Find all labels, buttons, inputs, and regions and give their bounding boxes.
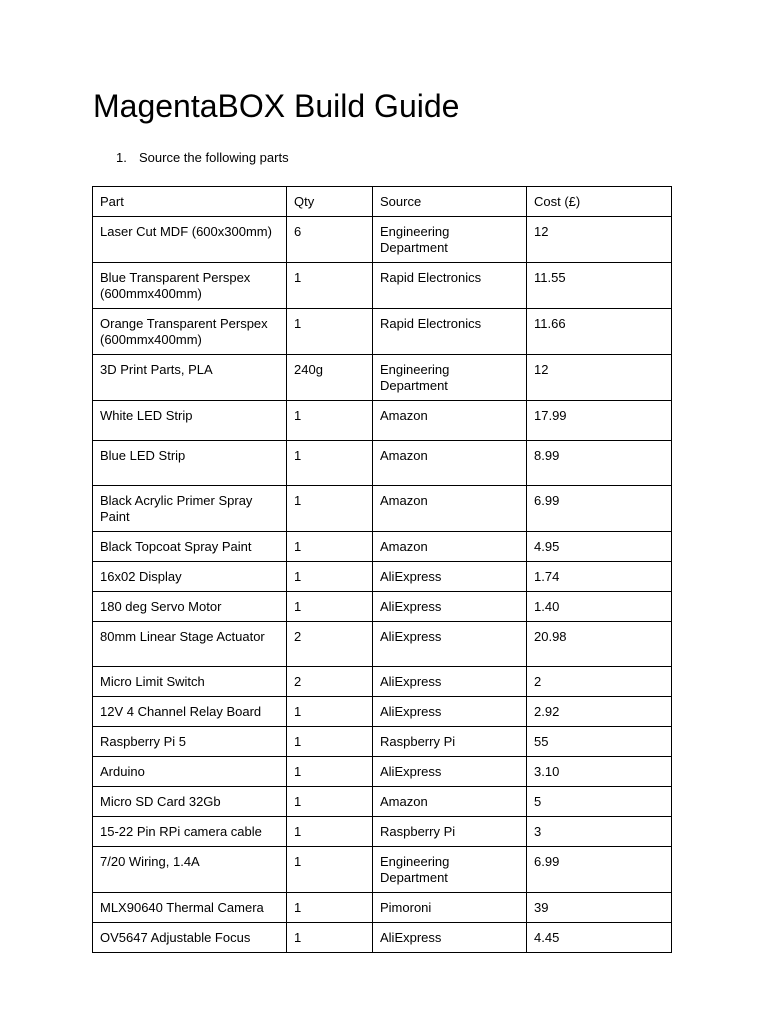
header-cell-part: Part <box>93 187 287 217</box>
cell-source: Amazon <box>373 787 527 817</box>
cell-source: Raspberry Pi <box>373 817 527 847</box>
cell-qty: 1 <box>287 486 373 532</box>
cell-qty: 1 <box>287 893 373 923</box>
cell-qty: 240g <box>287 355 373 401</box>
cell-cost: 3.10 <box>527 757 672 787</box>
cell-qty: 1 <box>287 847 373 893</box>
table-row <box>93 401 672 441</box>
table-row <box>93 355 672 401</box>
cell-cost: 11.55 <box>527 263 672 309</box>
header-cell-cost: Cost (£) <box>527 187 672 217</box>
header-cell-source: Source <box>373 187 527 217</box>
cell-cost: 8.99 <box>527 441 672 486</box>
table-row <box>93 697 672 727</box>
cell-part: MLX90640 Thermal Camera <box>93 893 287 923</box>
cell-source: Engineering Department <box>373 355 527 401</box>
cell-qty: 1 <box>287 787 373 817</box>
table-row <box>93 217 672 263</box>
cell-part: 80mm Linear Stage Actuator <box>93 622 287 667</box>
cell-part: 12V 4 Channel Relay Board <box>93 697 287 727</box>
page-title: MagentaBOX Build Guide <box>93 88 460 124</box>
cell-cost: 6.99 <box>527 486 672 532</box>
cell-part: Laser Cut MDF (600x300mm) <box>93 217 287 263</box>
cell-cost: 2.92 <box>527 697 672 727</box>
cell-qty: 1 <box>287 697 373 727</box>
table-row <box>93 263 672 309</box>
cell-qty: 1 <box>287 263 373 309</box>
table-row <box>93 592 672 622</box>
cell-qty: 1 <box>287 562 373 592</box>
cell-cost: 1.40 <box>527 592 672 622</box>
table-row <box>93 309 672 355</box>
cell-cost: 17.99 <box>527 401 672 441</box>
cell-source: Amazon <box>373 486 527 532</box>
cell-part: Blue Transparent Perspex (600mmx400mm) <box>93 263 287 309</box>
cell-cost: 1.74 <box>527 562 672 592</box>
cell-part: Arduino <box>93 757 287 787</box>
cell-qty: 1 <box>287 923 373 953</box>
table-header-row <box>93 187 672 217</box>
cell-part: OV5647 Adjustable Focus <box>93 923 287 953</box>
cell-qty: 1 <box>287 401 373 441</box>
cell-source: AliExpress <box>373 923 527 953</box>
table-row <box>93 817 672 847</box>
cell-source: AliExpress <box>373 622 527 667</box>
table-row <box>93 893 672 923</box>
cell-part: Black Topcoat Spray Paint <box>93 532 287 562</box>
cell-source: Pimoroni <box>373 893 527 923</box>
cell-cost: 4.95 <box>527 532 672 562</box>
cell-cost: 5 <box>527 787 672 817</box>
table-row <box>93 486 672 532</box>
cell-part: Micro Limit Switch <box>93 667 287 697</box>
table-row <box>93 727 672 757</box>
cell-qty: 1 <box>287 309 373 355</box>
cell-qty: 1 <box>287 532 373 562</box>
table-row <box>93 787 672 817</box>
cell-part: White LED Strip <box>93 401 287 441</box>
step-1 <box>116 150 289 166</box>
cell-qty: 1 <box>287 727 373 757</box>
cell-part: Orange Transparent Perspex (600mmx400mm) <box>93 309 287 355</box>
cell-cost: 12 <box>527 355 672 401</box>
table-row <box>93 923 672 953</box>
cell-part: 3D Print Parts, PLA <box>93 355 287 401</box>
cell-cost: 4.45 <box>527 923 672 953</box>
cell-cost: 2 <box>527 667 672 697</box>
cell-qty: 1 <box>287 757 373 787</box>
step-number: 1. <box>116 150 127 165</box>
cell-part: 180 deg Servo Motor <box>93 592 287 622</box>
cell-cost: 6.99 <box>527 847 672 893</box>
cell-qty: 2 <box>287 667 373 697</box>
cell-qty: 1 <box>287 817 373 847</box>
table-row <box>93 532 672 562</box>
parts-table <box>92 186 672 953</box>
table-row <box>93 562 672 592</box>
cell-source: Rapid Electronics <box>373 263 527 309</box>
table-row <box>93 847 672 893</box>
cell-qty: 1 <box>287 592 373 622</box>
cell-qty: 1 <box>287 441 373 486</box>
cell-source: Amazon <box>373 441 527 486</box>
cell-source: Raspberry Pi <box>373 727 527 757</box>
table-row <box>93 622 672 667</box>
cell-qty: 6 <box>287 217 373 263</box>
cell-cost: 3 <box>527 817 672 847</box>
cell-part: 7/20 Wiring, 1.4A <box>93 847 287 893</box>
cell-cost: 39 <box>527 893 672 923</box>
cell-qty: 2 <box>287 622 373 667</box>
cell-cost: 55 <box>527 727 672 757</box>
header-cell-qty: Qty <box>287 187 373 217</box>
step-text: Source the following parts <box>139 150 289 165</box>
cell-part: Raspberry Pi 5 <box>93 727 287 757</box>
cell-source: AliExpress <box>373 667 527 697</box>
cell-source: AliExpress <box>373 697 527 727</box>
table-row <box>93 441 672 486</box>
cell-source: AliExpress <box>373 757 527 787</box>
cell-part: 16x02 Display <box>93 562 287 592</box>
table-row <box>93 757 672 787</box>
cell-source: AliExpress <box>373 592 527 622</box>
cell-part: 15-22 Pin RPi camera cable <box>93 817 287 847</box>
cell-part: Blue LED Strip <box>93 441 287 486</box>
cell-cost: 12 <box>527 217 672 263</box>
cell-source: Engineering Department <box>373 847 527 893</box>
cell-source: AliExpress <box>373 562 527 592</box>
cell-part: Micro SD Card 32Gb <box>93 787 287 817</box>
cell-source: Amazon <box>373 401 527 441</box>
cell-cost: 11.66 <box>527 309 672 355</box>
cell-cost: 20.98 <box>527 622 672 667</box>
cell-source: Engineering Department <box>373 217 527 263</box>
table-row <box>93 667 672 697</box>
cell-part: Black Acrylic Primer Spray Paint <box>93 486 287 532</box>
cell-source: Rapid Electronics <box>373 309 527 355</box>
cell-source: Amazon <box>373 532 527 562</box>
